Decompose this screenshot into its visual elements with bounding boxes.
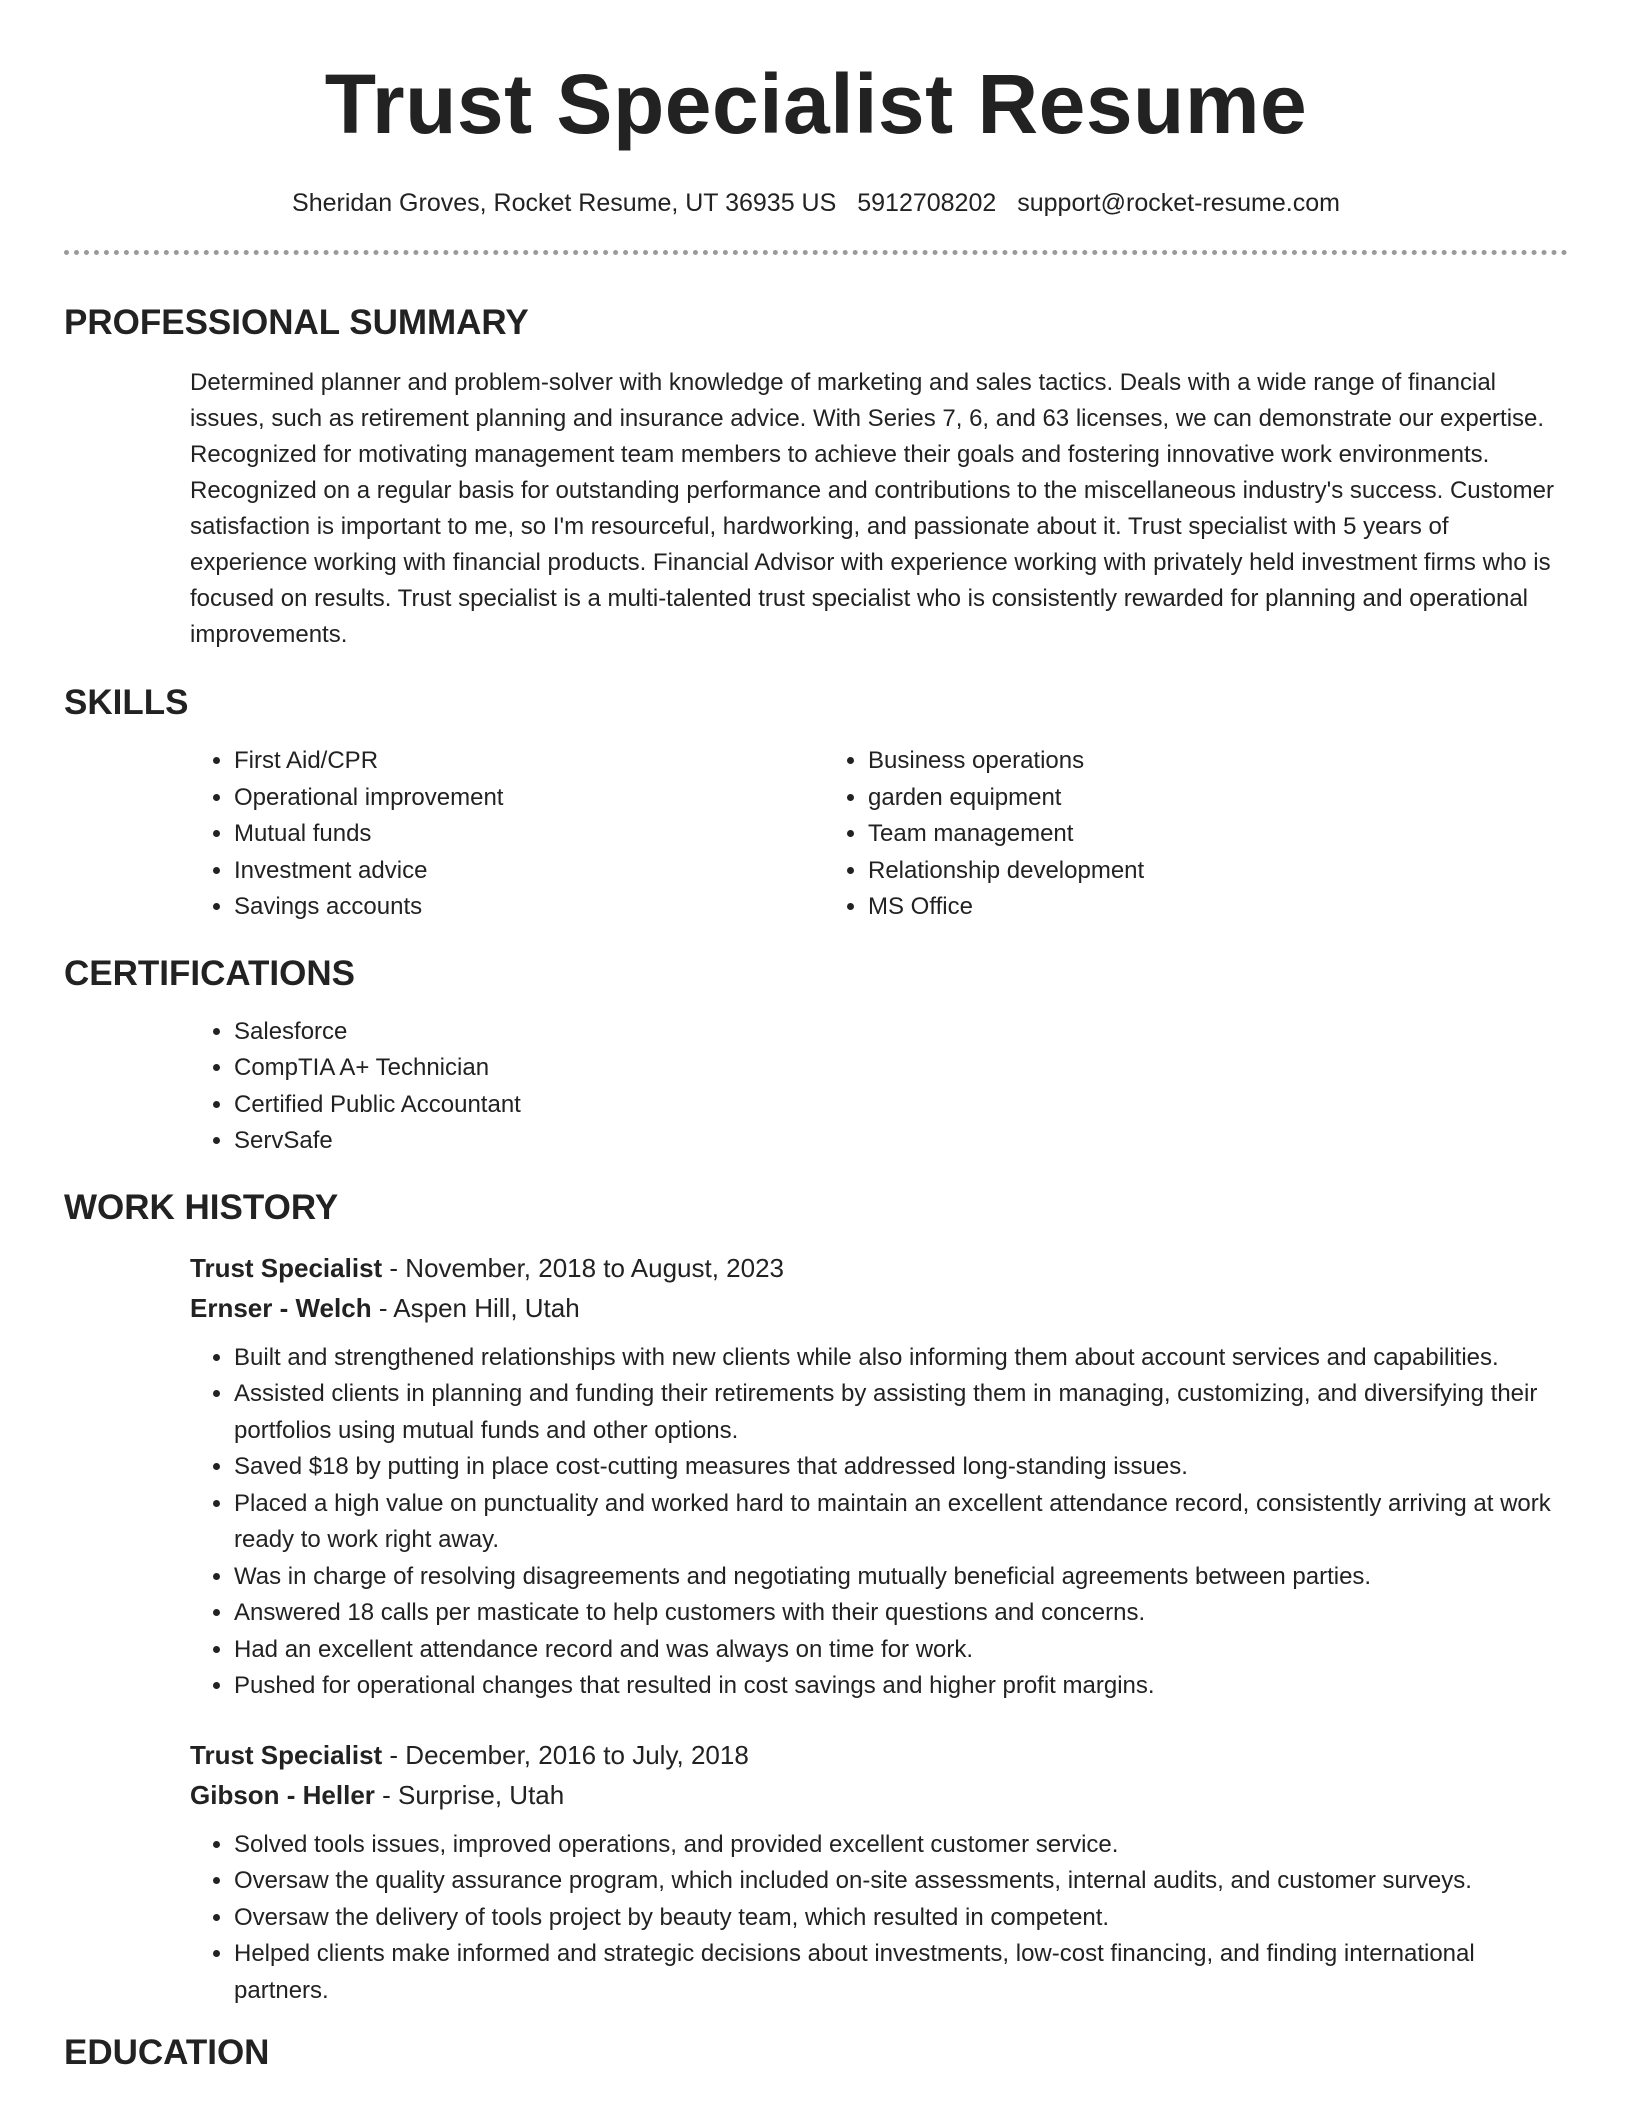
job-location: - Surprise, Utah	[374, 1779, 565, 1810]
job-company-line	[190, 1288, 1568, 1328]
job-entry	[190, 1735, 1568, 2010]
work-history-heading: WORK HISTORY	[64, 1187, 339, 1227]
job-duty: • Assisted clients in planning and funding their retirements by assisting them in managing, customizing, and diversifying their portfolios using mutual funds and other options.	[234, 1376, 1568, 1449]
job-duty: • Saved $18 by putting in place cost-cutting measures that addressed long-standing issues.	[234, 1449, 1568, 1486]
job-dates: - December, 2016 to July, 2018	[382, 1739, 749, 1770]
certifications-heading: CERTIFICATIONS	[64, 953, 356, 993]
job-duty: • Built and strengthened relationships with new clients while also informing them about account services and capabilities.	[234, 1340, 1568, 1377]
skill-item: • Savings accounts	[234, 889, 824, 926]
skill-item: • Relationship development	[868, 853, 1458, 890]
certification-item: • CompTIA A+ Technician	[234, 1050, 1568, 1087]
job-duty: • Placed a high value on punctuality and worked hard to maintain an excellent attendance record, consistently arriving at work ready to work right away.	[234, 1486, 1568, 1559]
job-title: Trust Specialist	[190, 1252, 383, 1283]
skill-item: • Team management	[868, 816, 1458, 853]
job-duty: • Oversaw the delivery of tools project by beauty team, which resulted in competent.	[234, 1900, 1568, 1937]
skill-item: • Investment advice	[234, 853, 824, 890]
job-duty: • Pushed for operational changes that resulted in cost savings and higher profit margins.	[234, 1668, 1568, 1705]
skills-column-right	[824, 743, 1458, 926]
job-duty: • Was in charge of resolving disagreements and negotiating mutually beneficial agreements between parties.	[234, 1559, 1568, 1596]
skills-heading: SKILLS	[64, 683, 189, 722]
contact-line	[64, 186, 1568, 220]
certification-item: • ServSafe	[234, 1123, 1568, 1160]
contact-phone: 5912708202	[857, 189, 997, 217]
job-title-line	[190, 1248, 1568, 1288]
summary-heading: PROFESSIONAL SUMMARY	[64, 303, 529, 342]
job-company: Gibson - Heller	[190, 1779, 375, 1810]
job-title: Trust Specialist	[190, 1739, 383, 1770]
certification-item: • Salesforce	[234, 1014, 1568, 1051]
skills-list	[64, 743, 1568, 926]
job-duties	[190, 1827, 1568, 2010]
skill-item: • Mutual funds	[234, 816, 824, 853]
skill-item: • Business operations	[868, 743, 1458, 780]
job-duty: • Oversaw the quality assurance program, which included on-site assessments, internal audits, and customer surveys.	[234, 1863, 1568, 1900]
contact-address: Sheridan Groves, Rocket Resume, UT 36935 US	[292, 189, 837, 217]
job-duty: • Helped clients make informed and strategic decisions about investments, low-cost financing, and finding international partners.	[234, 1936, 1568, 2009]
job-duty: • Answered 18 calls per masticate to help customers with their questions and concerns.	[234, 1595, 1568, 1632]
job-title-line	[190, 1735, 1568, 1775]
job-dates: - November, 2018 to August, 2023	[382, 1252, 785, 1283]
job-company: Ernser - Welch	[190, 1292, 372, 1323]
skill-item: • garden equipment	[868, 780, 1458, 817]
resume-page	[64, 0, 1568, 2075]
certification-item: • Certified Public Accountant	[234, 1087, 1568, 1124]
education-heading: EDUCATION	[64, 2033, 270, 2072]
job-duties	[190, 1340, 1568, 1705]
job-entry	[190, 1248, 1568, 1705]
job-duty: • Had an excellent attendance record and was always on time for work.	[234, 1632, 1568, 1669]
skill-item: • MS Office	[868, 889, 1458, 926]
skill-item: • Operational improvement	[234, 780, 824, 817]
skills-column-left	[190, 743, 824, 926]
certifications-list	[64, 1014, 1568, 1160]
resume-title: Trust Specialist Resume	[324, 57, 1308, 151]
contact-email: support@rocket-resume.com	[1017, 189, 1340, 217]
job-duty: • Solved tools issues, improved operations, and provided excellent customer service.	[234, 1827, 1568, 1864]
summary-text: Determined planner and problem-solver with knowledge of marketing and sales tactics. Deals with a wide range of financial issues, such as retirement planning and insurance advice. With Series 7, 6, and 63 licenses, we can demonstrate our expertise. Recognized for motivating management team members to achieve their goals and fostering innovative work environments. Recognized on a regular basis for outstanding performance and contributions to the miscellaneous industry's success. Customer satisfaction is important to me, so I'm resourceful, hardworking, and passionate about it. Trust specialist with 5 years of experience working with financial products. Financial Advisor with experience working with privately held investment firms who is focused on results. Trust specialist is a multi-talented trust specialist who is consistently rewarded for planning and operational improvements.	[190, 369, 1554, 648]
job-company-line	[190, 1775, 1568, 1815]
skill-item: • First Aid/CPR	[234, 743, 824, 780]
job-location: - Aspen Hill, Utah	[371, 1292, 580, 1323]
header-divider	[64, 250, 1568, 255]
